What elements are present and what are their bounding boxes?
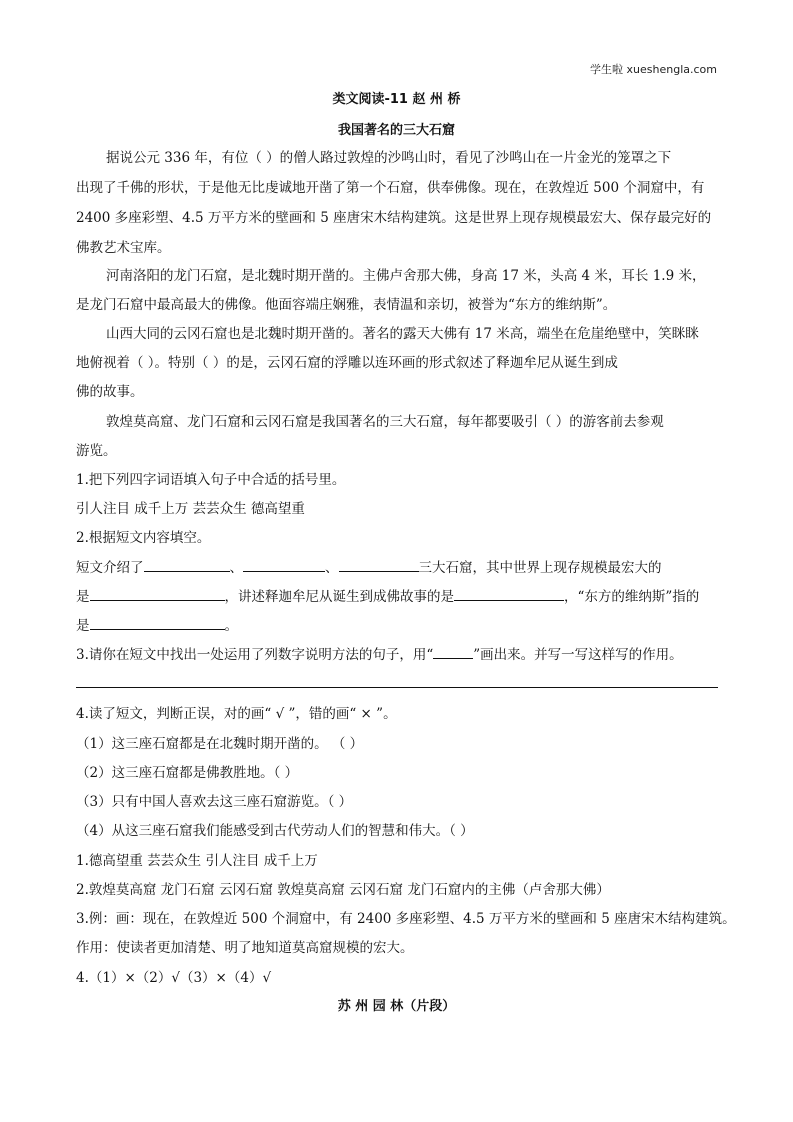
q2-text: 是: [76, 618, 90, 634]
answer-blank[interactable]: [90, 586, 225, 601]
answer-blank[interactable]: [454, 586, 564, 601]
paragraph-line: 敦煌莫高窟、龙门石窟和云冈石窟是我国著名的三大石窟，每年都要吸引（ ）的游客前去参观: [106, 414, 664, 430]
answer-line-text: 1.德高望重 芸芸众生 引人注目 成千上万: [76, 853, 318, 869]
paragraph-line: 据说公元 336 年，有位（ ）的僧人路过敦煌的沙鸣山时，看见了沙鸣山在一片金光的笼罩之下: [106, 150, 672, 166]
answer-blank[interactable]: [90, 615, 225, 630]
judgement-item: （1）这三座石窟都是在北魏时期开凿的。 （ ）: [76, 736, 364, 752]
paragraph-line: 2400 多座彩塑、4.5 万平方米的壁画和 5 座唐宋木结构建筑。这是世界上现存规模最宏大、保存最完好的: [76, 210, 712, 226]
paragraph-line: 地俯视着（ ）。特别（ ）的是，云冈石窟的浮雕以连环画的形式叙述了释迦牟尼从诞生到成: [76, 355, 618, 371]
underline-sample: [433, 644, 473, 659]
question-2: 2.根据短文内容填空。: [76, 530, 211, 546]
site-watermark: 学生啦 xueshengla.com: [590, 63, 717, 76]
answer-line-text: 4.（1）×（2）√（3）×（4）√: [76, 970, 272, 986]
judgement-item: （4）从这三座石窟我们能感受到古代劳动人们的智慧和伟大。（ ）: [76, 823, 474, 839]
answer-blank[interactable]: [144, 557, 230, 572]
answer-line[interactable]: [76, 687, 718, 688]
paragraph-line: 是龙门石窟中最高最大的佛像。他面容端庄娴雅，表情温和亲切，被誉为“东方的维纳斯”。: [76, 297, 617, 313]
question-4: 4.读了短文，判断正误，对的画“ √ ”，错的画“ × ”。: [76, 706, 397, 722]
answer-line-text: 作用：使读者更加清楚、明了地知道莫高窟规模的宏大。: [76, 940, 414, 956]
judgement-item: （2）这三座石窟都是佛教胜地。（ ）: [76, 765, 299, 781]
q2-text: ，讲述释迦牟尼从诞生到成佛故事的是: [224, 589, 454, 605]
question-1: 1.把下列四字词语填入句子中合适的括号里。: [76, 472, 346, 488]
question-3: [76, 643, 683, 663]
q2-separator: 、: [229, 560, 243, 576]
next-section-title: 苏 州 园 林（片段）: [337, 999, 456, 1014]
q3-text: 3.请你在短文中找出一处运用了列数字说明方法的句子，用“: [76, 647, 434, 663]
q3-text: ”画出来。并写一写这样写的作用。: [473, 647, 683, 663]
q2-text: 短文介绍了: [76, 560, 144, 576]
q2-separator: 、: [325, 560, 339, 576]
paragraph-line: 佛的故事。: [76, 384, 144, 400]
question-2-line-1: [76, 556, 662, 576]
judgement-item: （3）只有中国人喜欢去这三座石窟游览。（ ）: [76, 794, 353, 810]
q2-text: 是: [76, 589, 90, 605]
paragraph-line: 河南洛阳的龙门石窟，是北魏时期开凿的。主佛卢舍那大佛，身高 17 米，头高 4 米，耳长 1.9 米，: [106, 268, 706, 284]
q2-text: ，“东方的维纳斯”指的: [564, 589, 700, 605]
page-title: 类文阅读-11 赵 州 桥: [332, 92, 461, 107]
question-2-line-2: [76, 585, 699, 605]
answer-line-text: 3.例：画：现在，在敦煌近 500 个洞窟中，有 2400 多座彩塑、4.5 万平方米的壁画和 5 座唐宋木结构建筑。: [76, 911, 736, 927]
q2-text: 三大石窟，其中世界上现存规模最宏大的: [418, 560, 662, 576]
answer-blank[interactable]: [339, 557, 419, 572]
paragraph-line: 佛教艺术宝库。: [76, 240, 171, 256]
paragraph-line: 出现了千佛的形状，于是他无比虔诚地开凿了第一个石窟，供奉佛像。现在，在敦煌近 500 个洞窟中，有: [76, 180, 705, 196]
q2-text: 。: [224, 618, 238, 634]
answer-line-text: 2.敦煌莫高窟 龙门石窟 云冈石窟 敦煌莫高窟 云冈石窟 龙门石窟内的主佛（卢舍那大佛）: [76, 882, 610, 898]
question-2-line-3: [76, 614, 238, 634]
word-bank: 引人注目 成千上万 芸芸众生 德高望重: [76, 501, 305, 517]
paragraph-line: 山西大同的云冈石窟也是北魏时期开凿的。著名的露天大佛有 17 米高，端坐在危崖绝壁中，笑眯眯: [106, 326, 699, 342]
passage-title: 我国著名的三大石窟: [337, 123, 455, 138]
answer-blank[interactable]: [243, 557, 325, 572]
paragraph-line: 游览。: [76, 443, 117, 459]
